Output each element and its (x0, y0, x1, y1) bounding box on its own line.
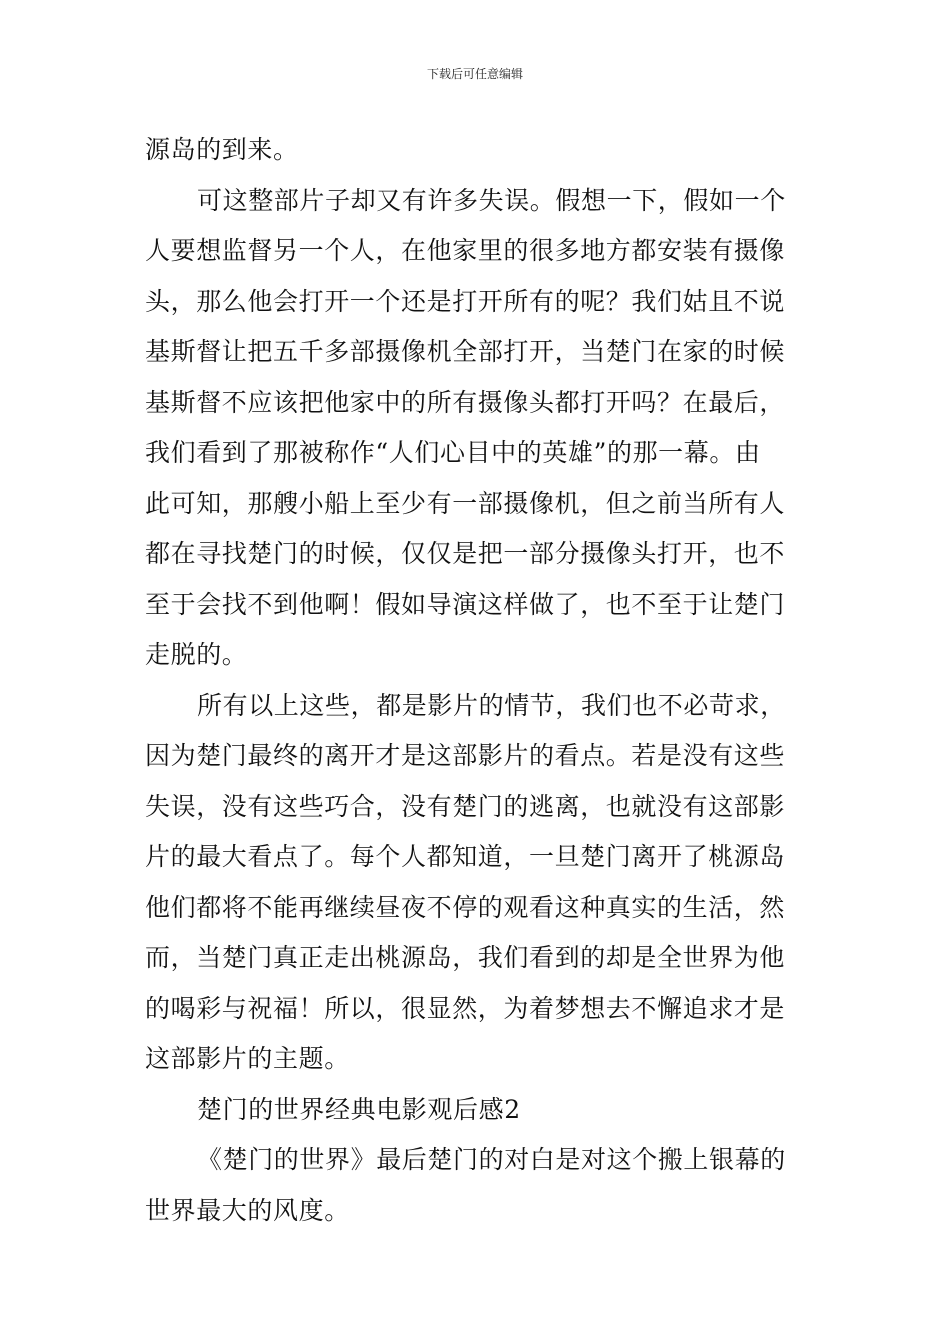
text-line: 而，当楚门真正走出桃源岛，我们看到的却是全世界为他 (145, 943, 786, 972)
paragraph-start-line: 《楚门的世界》最后楚门的对白是对这个搬上银幕的 (197, 1145, 786, 1174)
text-line: 的喝彩与祝福！所以，很显然，为着梦想去不懈追求才是 (145, 993, 786, 1023)
text-line: 世界最大的风度。 (145, 1195, 350, 1225)
section-heading: 楚门的世界经典电影观后感2 (197, 1094, 521, 1124)
text-line: 头，那么他会打开一个还是打开所有的呢？我们姑且不说 (145, 286, 786, 316)
text-line: 这部影片的主题。 (145, 1044, 350, 1073)
text-line: 基斯督不应该把他家中的所有摄像头都打开吗？在最后， (145, 387, 786, 417)
text-line: 片的最大看点了。每个人都知道，一旦楚门离开了桃源岛 (145, 842, 786, 871)
text-line: 因为楚门最终的离开才是这部影片的看点。若是没有这些 (145, 741, 786, 770)
page-header: 下载后可任意编辑 (426, 67, 523, 81)
paragraph-start-line: 可这整部片子却又有许多失误。假想一下，假如一个 (197, 185, 786, 215)
text-line: 此可知，那艘小船上至少有一部摄像机，但之前当所有人 (145, 488, 786, 518)
text-line: 都在寻找楚门的时候，仅仅是把一部分摄像头打开，也不 (145, 539, 786, 568)
text-line: 人要想监督另一个人，在他家里的很多地方都安装有摄像 (145, 236, 786, 265)
text-line: 失误，没有这些巧合，没有楚门的逃离，也就没有这部影 (145, 791, 786, 821)
text-line: 至于会找不到他啊！假如导演这样做了，也不至于让楚门 (145, 589, 786, 619)
article-body (145, 125, 805, 1236)
text-line: 基斯督让把五千多部摄像机全部打开，当楚门在家的时候 (145, 337, 786, 366)
text-line: 他们都将不能再继续昼夜不停的观看这种真实的生活，然 (145, 892, 786, 922)
text-line: 源岛的到来。 (145, 135, 299, 164)
text-line: 我们看到了那被称作“人们心目中的英雄”的那一幕。由 (145, 438, 761, 467)
paragraph-start-line: 所有以上这些，都是影片的情节，我们也不必苛求， (197, 690, 786, 720)
text-line: 走脱的。 (145, 640, 248, 669)
